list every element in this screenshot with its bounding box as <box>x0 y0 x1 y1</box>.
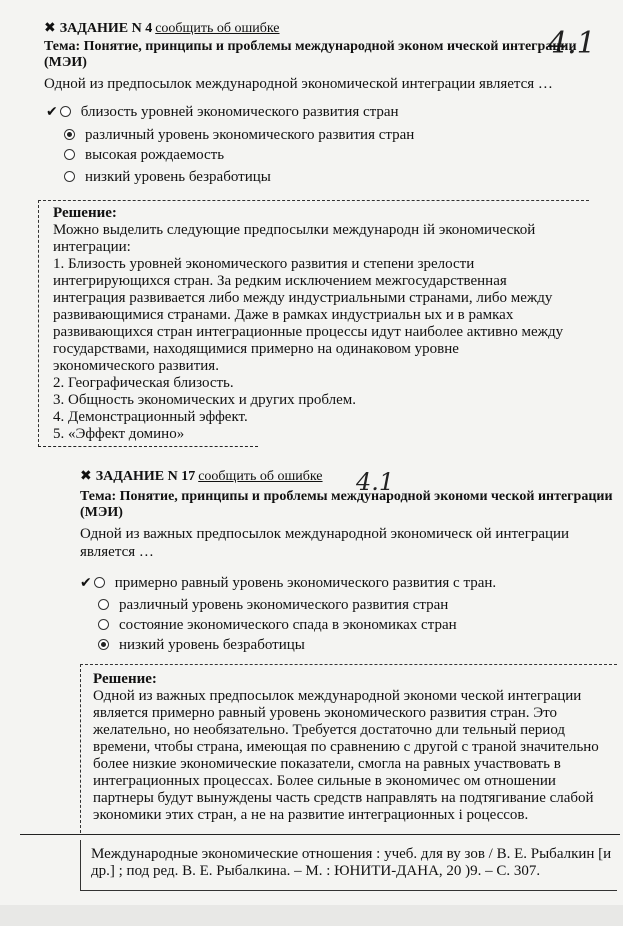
report-error-link[interactable]: сообщить об ошибке <box>198 469 323 484</box>
divider <box>38 446 258 447</box>
solution-title: Решение: <box>53 205 117 221</box>
option-label: низкий уровень безработицы <box>85 169 271 185</box>
option-label: примерно равный уровень экономического развития с тран. <box>114 575 497 591</box>
solution-line: Одной из важных предпосылок международной экономи ческой интеграции <box>93 688 582 704</box>
question-text: Одной из предпосылок международной экономической интеграции является … <box>44 76 553 92</box>
answer-option[interactable] <box>80 574 496 592</box>
solution-line: Можно выделить следующие предпосылки международн ій экономической <box>53 222 536 238</box>
page-edge <box>0 905 623 926</box>
question-text <box>80 525 569 561</box>
radio-button[interactable] <box>60 106 71 117</box>
reference-box <box>80 840 617 891</box>
cross-icon: ✖ <box>44 20 56 36</box>
cross-icon: ✖ <box>80 468 92 484</box>
solution-line: экономики этих стран, а не на развитие интеграционных і роцессов. <box>93 807 529 823</box>
task-number: ЗАДАНИЕ N 4 <box>59 21 153 36</box>
solution-title: Решение: <box>93 671 157 687</box>
answer-option[interactable] <box>64 146 224 164</box>
solution-line: времени, чтобы страна, имеющая по сравнению с другой с траной значительно <box>93 739 599 755</box>
solution-box <box>80 664 617 833</box>
solution-line: 5. «Эффект домино» <box>53 426 185 442</box>
radio-button[interactable] <box>98 619 109 630</box>
theme-line: (МЭИ) <box>44 55 87 70</box>
solution-line: интеграция развивается либо между индустриальными странами, либо между <box>53 290 553 306</box>
handwritten-mark: 4.1 <box>356 468 395 496</box>
theme-line: Тема: Понятие, принципы и проблемы международной эконом ической интеграции <box>44 39 577 54</box>
question-line: Одной из важных предпосылок международной экономическ ой интеграции <box>80 526 570 542</box>
solution-line: государствами, находящимися примерно на одинаковом уровне <box>53 341 459 357</box>
solution-line: 3. Общность экономических и других проблем. <box>53 392 357 408</box>
theme-line: (МЭИ) <box>80 505 123 520</box>
answer-option[interactable] <box>64 126 414 144</box>
handwritten-mark: 4.1 <box>548 26 596 61</box>
radio-button[interactable] <box>64 149 75 160</box>
theme-line: Тема: Понятие, принципы и проблемы международной экономи ческой интеграции <box>80 489 613 504</box>
solution-line: 2. Географическая близость. <box>53 375 234 391</box>
radio-button[interactable] <box>98 599 109 610</box>
solution-box <box>38 200 589 447</box>
solution-line: 4. Демонстрационный эффект. <box>53 409 248 425</box>
option-label: состояние экономического спада в экономиках стран <box>119 617 457 633</box>
answer-option[interactable] <box>98 616 457 634</box>
solution-line: интегрирующихся стран. За редким исключением межгосударственная <box>53 273 507 289</box>
task-number: ЗАДАНИЕ N 17 <box>95 469 196 484</box>
answer-option[interactable] <box>98 636 305 654</box>
divider <box>20 834 620 835</box>
correct-check-icon: ✔ <box>80 575 92 591</box>
task-theme <box>44 39 604 71</box>
option-label: высокая рождаемость <box>85 147 225 163</box>
reference-line: др.] ; под ред. В. Е. Рыбалкина. – М. : ЮНИТИ-ДАНА, 20 )9. – С. 307. <box>91 863 541 879</box>
solution-line: 1. Близость уровней экономического развития и степени зрелости <box>53 256 475 272</box>
answer-option[interactable] <box>64 168 271 186</box>
solution-line: интеграции: <box>53 239 131 255</box>
report-error-link[interactable]: сообщить об ошибке <box>155 21 280 36</box>
solution-line: желательно, но необязательно. Требуется достаточно дли тельный период <box>93 722 566 738</box>
solution-line: партнеры будут вынуждены часть средств направлять на подтягивание слабой <box>93 790 594 806</box>
radio-button-selected[interactable] <box>64 129 75 140</box>
task-theme <box>80 489 616 521</box>
correct-check-icon: ✔ <box>46 104 58 120</box>
radio-button-selected[interactable] <box>98 639 109 650</box>
option-label: низкий уровень безработицы <box>119 637 305 653</box>
question-line: является … <box>80 544 154 560</box>
option-label: различный уровень экономического развития стран <box>85 127 415 143</box>
radio-button[interactable] <box>94 577 105 588</box>
task-header <box>80 468 323 485</box>
solution-line: развивающимися странами. Даже в рамках индустриальн ых и в рамках <box>53 307 514 323</box>
solution-line: развивающихся стран интеграционные процессы идут наиболее активно между <box>53 324 564 340</box>
reference-line: Международные экономические отношения : учеб. для ву зов / В. Е. Рыбалкин [и <box>91 846 612 862</box>
answer-option[interactable] <box>46 103 399 121</box>
solution-line: интеграционных процессах. Более сильные в экономичес ом отношении <box>93 773 556 789</box>
solution-line: более низкие экономические показатели, смогла на равных участвовать в <box>93 756 561 772</box>
solution-line: экономического развития. <box>53 358 219 374</box>
task-header <box>44 20 280 37</box>
option-label: близость уровней экономического развития стран <box>80 104 399 120</box>
solution-line: является примерно равный уровень экономического развития стран. Это <box>93 705 558 721</box>
answer-option[interactable] <box>98 596 448 614</box>
option-label: различный уровень экономического развития стран <box>119 597 449 613</box>
radio-button[interactable] <box>64 171 75 182</box>
